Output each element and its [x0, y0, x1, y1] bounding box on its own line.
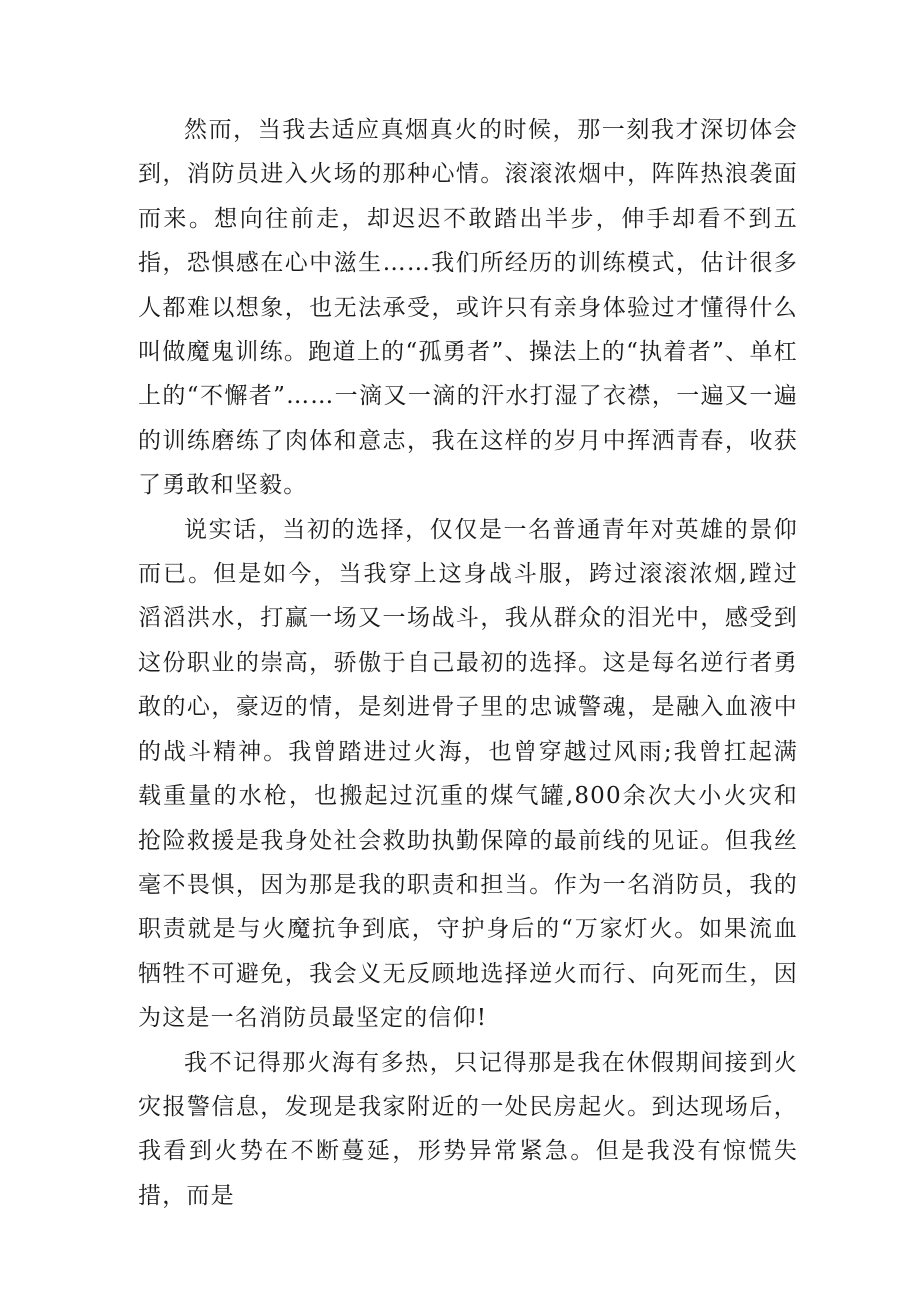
paragraph-choice: 说实话，当初的选择，仅仅是一名普通青年对英雄的景仰而已。但是如今，当我穿上这身战斗服，跨过滚滚浓烟,蹚过滔滔洪水，打赢一场又一场战斗，我从群众的泪光中，感受到这份职业的崇高，骄傲于自己最初的选择。这是每名逆行者勇敢的心，豪迈的情，是刻进骨子里的忠诚警魂，是融入血液中的战斗精神。我曾踏进过火海，也曾穿越过风雨;我曾扛起满载重量的水枪，也搬起过沉重的煤气罐,800余次大小火灾和抢险救援是我身处社会救助执勤保障的最前线的见证。但我丝毫不畏惧，因为那是我的职责和担当。作为一名消防员，我的职责就是与火魔抗争到底，守护身后的“万家灯火。如果流血牺牲不可避免，我会义无反顾地选择逆火而行、向死而生，因为这是一名消防员最坚定的信仰! [138, 516, 798, 1032]
paragraph-training: 然而，当我去适应真烟真火的时候，那一刻我才深切体会到，消防员进入火场的那种心情。滚滚浓烟中，阵阵热浪袭面而来。想向往前走，却迟迟不敢踏出半步，伸手却看不到五指，恐惧感在心中滋生……我们所经历的训练模式，估计很多人都难以想象，也无法承受，或许只有亲身体验过才懂得什么叫做魔鬼训练。跑道上的“孤勇者”、操法上的“执着者”、单杠上的“不懈者”……一滴又一滴的汗水打湿了衣襟，一遍又一遍的训练磨练了肉体和意志，我在这样的岁月中挥洒青春，收获了勇敢和坚毅。 [138, 117, 798, 499]
document-body [138, 108, 798, 1218]
paragraph-fire-memory: 我不记得那火海有多热，只记得那是我在休假期间接到火灾报警信息，发现是我家附近的一处民房起火。到达现场后，我看到火势在不断蔓延，形势异常紧急。但是我没有惊慌失措，而是 [138, 1049, 798, 1209]
